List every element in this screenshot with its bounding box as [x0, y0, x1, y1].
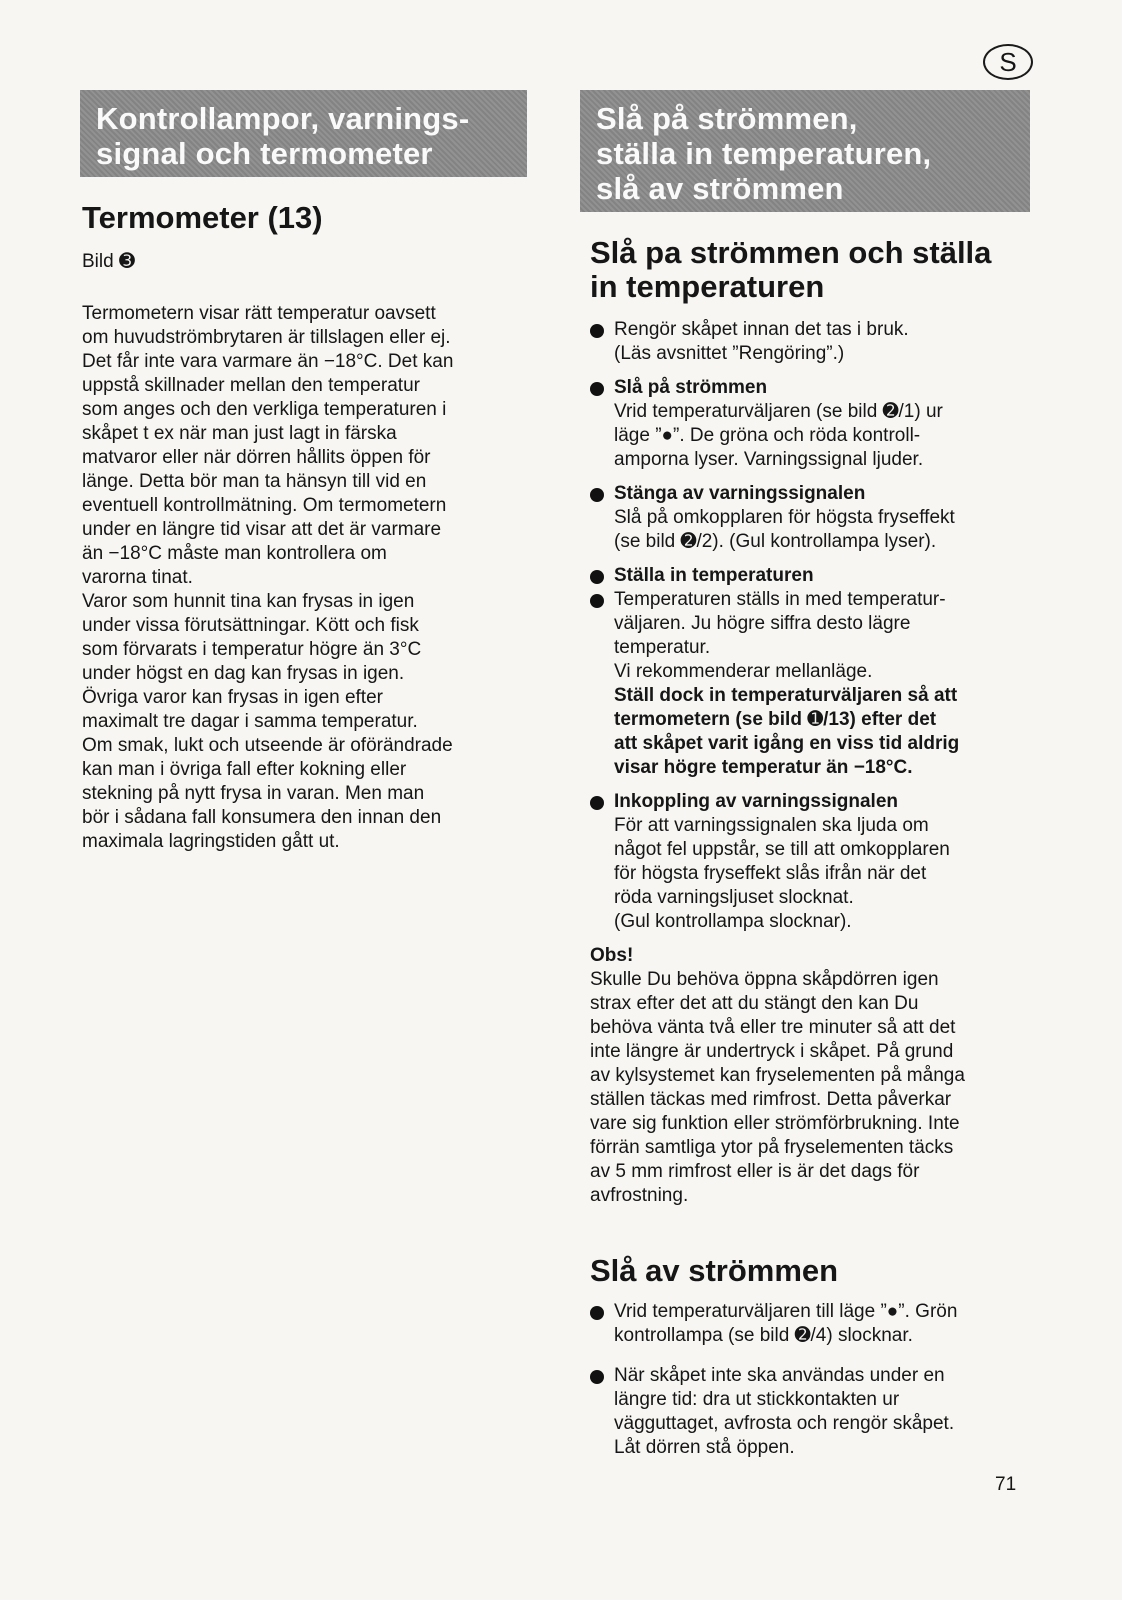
- text-line: än −18°C måste man kontrollera om: [82, 543, 387, 564]
- text-line: Slå på omkopplaren för högsta fryseffekt: [614, 507, 955, 528]
- text-line: Vi rekommenderar mellanläge.: [614, 661, 873, 682]
- text-line: vägguttaget, avfrosta och rengör skåpet.: [614, 1413, 955, 1434]
- text-line: kan man i övriga fall efter kokning eller: [82, 759, 407, 780]
- language-badge: [983, 44, 1033, 80]
- text-line: under vissa förutsättningar. Kött och fisk: [82, 615, 419, 636]
- text-line: av 5 mm rimfrost eller is är det dags för: [590, 1161, 920, 1182]
- right-section-banner: [580, 90, 1030, 212]
- text-line-bold: att skåpet varit igång en viss tid aldrig: [614, 733, 960, 754]
- bullet-icon: [590, 382, 604, 396]
- text-line: som förvarats i temperatur högre än 3°C: [82, 639, 422, 660]
- text-line: maximalt tre dagar i samma temperatur.: [82, 711, 418, 732]
- text-line: stekning på nytt frysa in varan. Men man: [82, 783, 425, 804]
- text-line: temperatur.: [614, 637, 711, 658]
- text-line: För att varningssignalen ska ljuda om: [614, 815, 929, 836]
- text-line: Övriga varor kan frysas in igen efter: [82, 687, 383, 708]
- text-line: (Gul kontrollampa slocknar).: [614, 911, 852, 932]
- text-line: förrän samtliga ytor på fryselementen täcks: [590, 1137, 954, 1158]
- list-item: [590, 588, 1040, 780]
- text-line: vare sig funktion eller strömförbrukning. Inte: [590, 1113, 960, 1134]
- heading-line: in temperaturen: [590, 269, 825, 304]
- right-column: [590, 236, 1040, 1470]
- text-line: under högst en dag kan frysas in igen.: [82, 663, 405, 684]
- text-line: som anges och den verkliga temperaturen i: [82, 399, 447, 420]
- note-paragraph: [590, 968, 1040, 1208]
- list-item: [590, 564, 1040, 588]
- figure-caption: [82, 250, 542, 274]
- bullet-icon: [590, 594, 604, 608]
- item-title: Inkoppling av varningssignalen: [614, 791, 898, 812]
- text-line: strax efter det att du stängt den kan Du: [590, 993, 919, 1014]
- caption-label: Bild: [82, 251, 114, 272]
- right-banner-line: slå av strömmen: [596, 171, 844, 206]
- text-line-bold: visar högre temperatur än −18°C.: [614, 757, 913, 778]
- text-line: kontrollampa (se bild ➋/4) slocknar.: [614, 1325, 913, 1346]
- bullet-icon: [590, 570, 604, 584]
- text-line: inte längre är undertryck i skåpet. På grund: [590, 1041, 954, 1062]
- item-title: Slå på strömmen: [614, 377, 768, 398]
- left-banner-line: Kontrollampor, varnings-: [96, 101, 470, 136]
- text-line: Varor som hunnit tina kan frysas in igen: [82, 591, 415, 612]
- text-line: eventuell kontrollmätning. Om termometern: [82, 495, 447, 516]
- text-line: matvaror eller när dörren hållits öppen för: [82, 447, 431, 468]
- text-line: Låt dörren stå öppen.: [614, 1437, 795, 1458]
- bullet-icon: [590, 796, 604, 810]
- list-item: [590, 1300, 1040, 1348]
- list-item: [590, 1364, 1040, 1460]
- text-line: Det får inte vara varmare än −18°C. Det kan: [82, 351, 454, 372]
- text-line: för högsta fryseffekt slås ifrån när det: [614, 863, 927, 884]
- section-on-list: [590, 318, 1040, 934]
- item-title: Stänga av varningssignalen: [614, 483, 866, 504]
- left-section-banner: [80, 90, 527, 177]
- text-line: länge. Detta bör man ta hänsyn till vid en: [82, 471, 427, 492]
- list-item: [590, 376, 1040, 472]
- bullet-icon: [590, 1306, 604, 1320]
- text-line: väljaren. Ju högre siffra desto lägre: [614, 613, 911, 634]
- text-line-bold: termometern (se bild ➊/13) efter det: [614, 709, 937, 730]
- text-line: av kylsystemet kan fryselementen på många: [590, 1065, 965, 1086]
- text-line: under en längre tid visar att det är varmare: [82, 519, 442, 540]
- bullet-icon: [590, 1370, 604, 1384]
- text-line: varorna tinat.: [82, 567, 193, 588]
- section-off-list: [590, 1300, 1040, 1460]
- text-line: amporna lyser. Varningssignal ljuder.: [614, 449, 924, 470]
- text-line: Temperaturen ställs in med temperatur-: [614, 589, 946, 610]
- note-title: Obs!: [590, 945, 634, 966]
- text-line: avfrostning.: [590, 1185, 689, 1206]
- bullet-icon: [590, 488, 604, 502]
- section-on-heading: [590, 236, 1040, 304]
- text-line: Vrid temperaturväljaren till läge ”●”. Grön: [614, 1301, 958, 1322]
- termometer-paragraph: [82, 302, 542, 854]
- text-line: Termometern visar rätt temperatur oavsett: [82, 303, 436, 324]
- list-item: [590, 790, 1040, 934]
- text-line: bör i sådana fall konsumera den innan den: [82, 807, 442, 828]
- text-line: behöva vänta två eller tre minuter så att det: [590, 1017, 956, 1038]
- list-item: [590, 482, 1040, 554]
- text-line: läge ”●”. De gröna och röda kontroll-: [614, 425, 921, 446]
- section-off-heading: Slå av strömmen: [590, 1253, 839, 1288]
- text-line: röda varningsljuset slocknat.: [614, 887, 854, 908]
- left-column: [82, 200, 542, 854]
- text-line: (se bild ➋/2). (Gul kontrollampa lyser).: [614, 531, 937, 552]
- right-banner-line: ställa in temperaturen,: [596, 136, 932, 171]
- text-line: längre tid: dra ut stickkontakten ur: [614, 1389, 900, 1410]
- page-number: 71: [995, 1474, 1017, 1495]
- left-banner-line: signal och termometer: [96, 136, 433, 171]
- text-line: något fel uppstår, se till att omkopplaren: [614, 839, 950, 860]
- termometer-heading: Termometer (13): [82, 200, 323, 235]
- text-line: När skåpet inte ska användas under en: [614, 1365, 945, 1386]
- text-line: maximala lagringstiden gått ut.: [82, 831, 340, 852]
- right-banner-line: Slå på strömmen,: [596, 101, 858, 136]
- language-badge-label: S: [999, 47, 1017, 77]
- text-line-bold: Ställ dock in temperaturväljaren så att: [614, 685, 958, 706]
- bullet-icon: [590, 324, 604, 338]
- text-line: Rengör skåpet innan det tas i bruk.: [614, 319, 909, 340]
- heading-line: Slå pa strömmen och ställa: [590, 235, 992, 270]
- text-line: Skulle Du behöva öppna skåpdörren igen: [590, 969, 939, 990]
- text-line: om huvudströmbrytaren är tillslagen eller ej.: [82, 327, 451, 348]
- text-line: skåpet t ex när man just lagt in färska: [82, 423, 397, 444]
- text-line: ställen täckas med rimfrost. Detta påverkar: [590, 1089, 952, 1110]
- text-line: uppstå skillnader mellan den temperatur: [82, 375, 420, 396]
- text-line: Om smak, lukt och utseende är oförändrade: [82, 735, 453, 756]
- item-title: Ställa in temperaturen: [614, 565, 814, 586]
- text-line: Vrid temperaturväljaren (se bild ➋/1) ur: [614, 401, 943, 422]
- text-line: (Läs avsnittet ”Rengöring”.): [614, 343, 845, 364]
- list-item: [590, 318, 1040, 366]
- figure-number-icon: ➌: [118, 251, 135, 272]
